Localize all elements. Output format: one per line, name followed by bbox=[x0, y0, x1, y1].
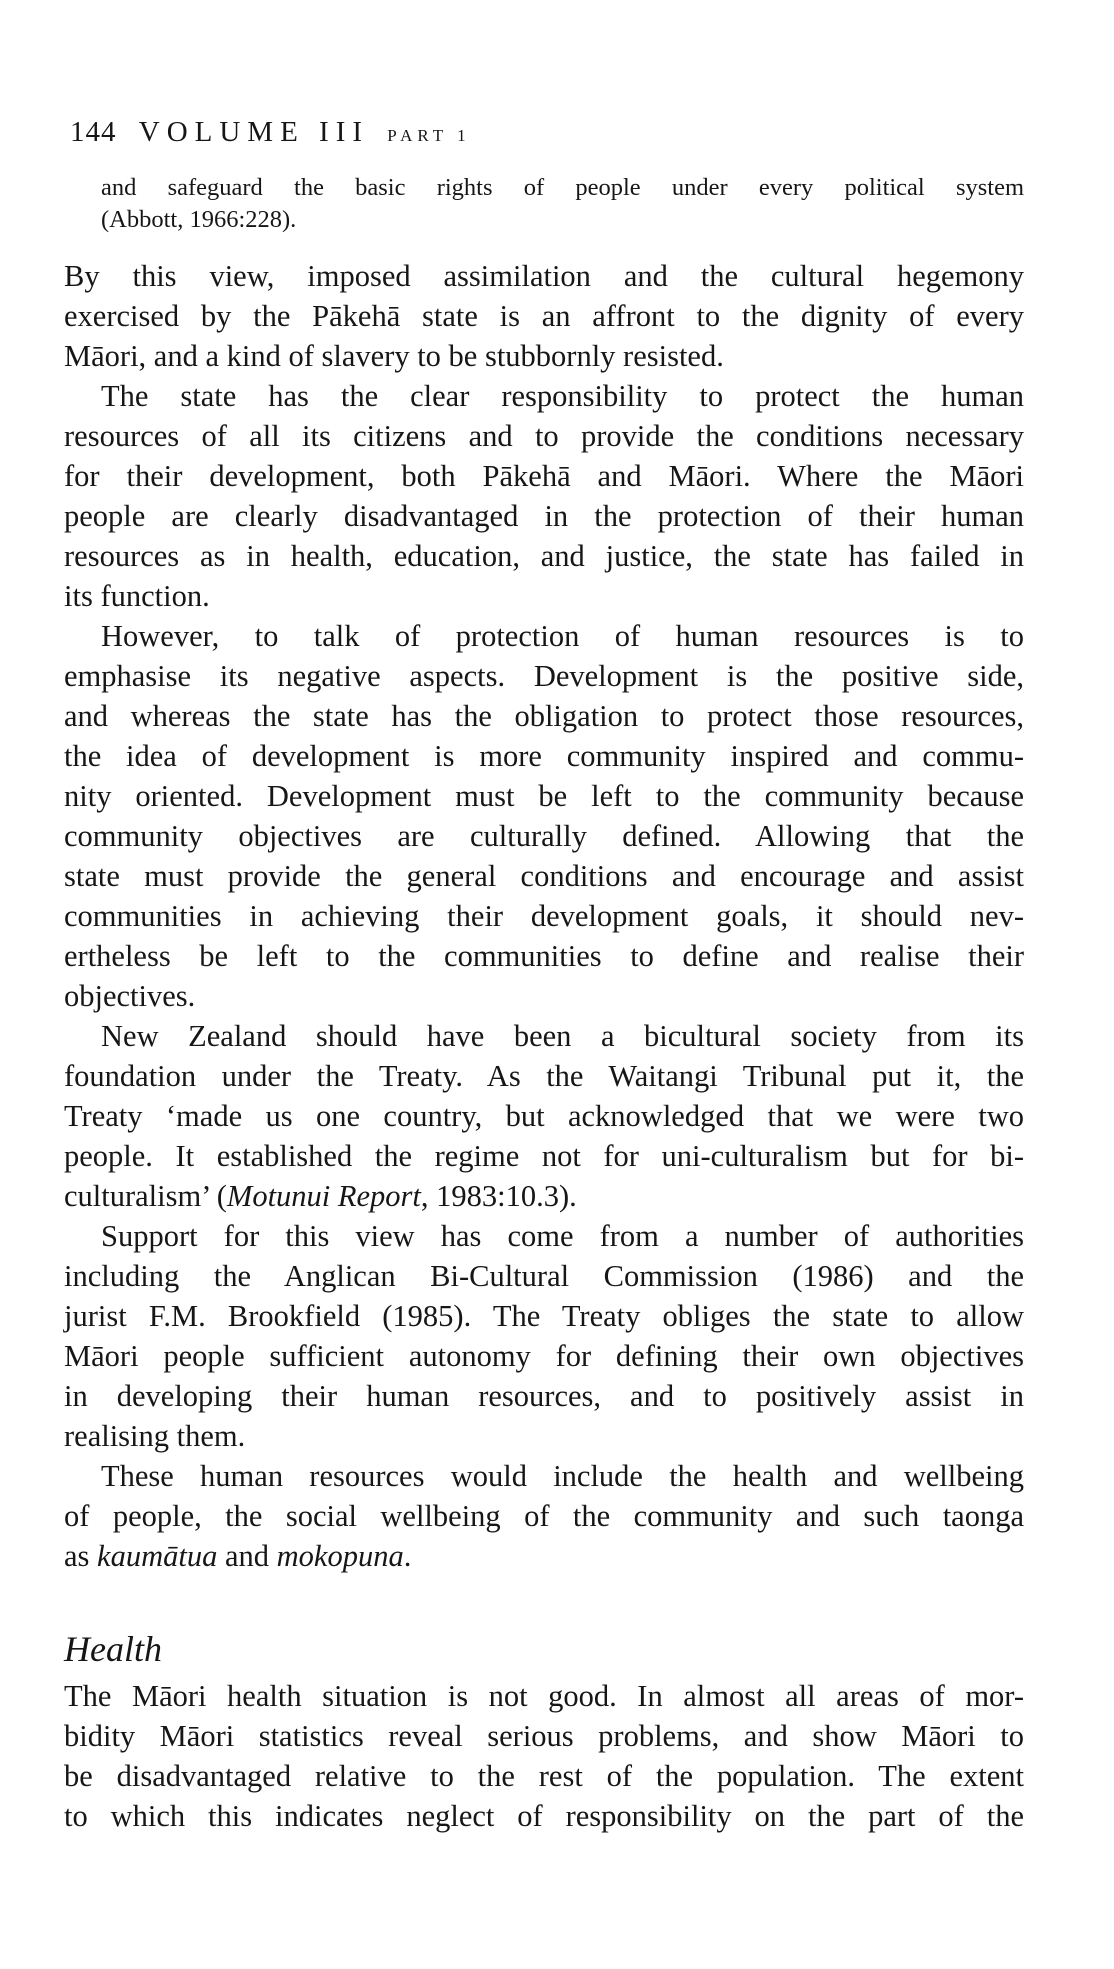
text-run: and bbox=[217, 1539, 277, 1573]
text-line: emphasise its negative aspects. Development is the positive side, bbox=[64, 659, 1024, 693]
part-label: PART 1 bbox=[387, 126, 471, 145]
text-line: realising them. bbox=[64, 1419, 246, 1453]
text-run: culturalism’ ( bbox=[64, 1179, 227, 1213]
text-line: foundation under the Treaty. As the Waitangi Tribunal put it, the bbox=[64, 1059, 1024, 1093]
text-run: as bbox=[64, 1539, 98, 1573]
quote-line: (Abbott, 1966:228). bbox=[101, 206, 297, 233]
text-line: the idea of development is more community inspired and commu- bbox=[64, 739, 1024, 773]
text-line: Treaty ‘made us one country, but acknowledged that we were two bbox=[64, 1099, 1024, 1133]
text-line bbox=[64, 1175, 1024, 1217]
text-run: , 1983:10.3). bbox=[420, 1179, 577, 1213]
text-line: jurist F.M. Brookfield (1985). The Treaty obliges the state to allow bbox=[64, 1299, 1024, 1333]
text-line: exercised by the Pākehā state is an affront to the dignity of every bbox=[64, 299, 1024, 333]
text-line: The state has the clear responsibility to protect the human bbox=[101, 379, 1024, 413]
text-line: community objectives are culturally defined. Allowing that the bbox=[64, 819, 1024, 853]
running-head bbox=[70, 116, 471, 149]
text-line: Support for this view has come from a number of authorities bbox=[101, 1219, 1024, 1253]
text-line: in developing their human resources, and to positively assist in bbox=[64, 1379, 1024, 1413]
text-line: Māori people sufficient autonomy for defining their own objectives bbox=[64, 1339, 1024, 1373]
text-line: nity oriented. Development must be left to the community because bbox=[64, 779, 1024, 813]
text-line: resources as in health, education, and justice, the state has failed in bbox=[64, 539, 1024, 573]
text-line: communities in achieving their development goals, it should nev- bbox=[64, 899, 1024, 933]
text-line: of people, the social wellbeing of the community and such taonga bbox=[64, 1499, 1024, 1533]
text-line: for their development, both Pākehā and Māori. Where the Māori bbox=[64, 459, 1024, 493]
section-heading: Health bbox=[64, 1629, 162, 1669]
maori-term: mokopuna bbox=[276, 1539, 404, 1573]
text-line: Māori, and a kind of slavery to be stubbornly resisted. bbox=[64, 339, 724, 373]
text-line: By this view, imposed assimilation and the cultural hegemony bbox=[64, 259, 1024, 293]
text-line: New Zealand should have been a bicultural society from its bbox=[101, 1019, 1024, 1053]
text-line: objectives. bbox=[64, 979, 196, 1013]
text-line: resources of all its citizens and to provide the conditions necessary bbox=[64, 419, 1024, 453]
text-line: people. It established the regime not for uni-culturalism but for bi- bbox=[64, 1139, 1024, 1173]
text-line: be disadvantaged relative to the rest of the population. The extent bbox=[64, 1759, 1024, 1793]
text-line: including the Anglican Bi-Cultural Commission (1986) and the bbox=[64, 1259, 1024, 1293]
text-line: ertheless be left to the communities to define and realise their bbox=[64, 939, 1024, 973]
text-line: to which this indicates neglect of responsibility on the part of the bbox=[64, 1799, 1024, 1833]
page-number: 144 bbox=[70, 116, 117, 148]
text-line: However, to talk of protection of human resources is to bbox=[101, 619, 1024, 653]
quote-line: and safeguard the basic rights of people under every political system bbox=[101, 174, 1024, 201]
report-title: Motunui Report bbox=[226, 1179, 421, 1213]
text-line: and whereas the state has the obligation to protect those resources, bbox=[64, 699, 1024, 733]
text-line: These human resources would include the health and wellbeing bbox=[101, 1459, 1024, 1493]
text-line: bidity Māori statistics reveal serious problems, and show Māori to bbox=[64, 1719, 1024, 1753]
volume-label: VOLUME III bbox=[138, 116, 370, 148]
text-line: its function. bbox=[64, 579, 210, 613]
maori-term: kaumātua bbox=[97, 1539, 218, 1573]
text-line: The Māori health situation is not good. In almost all areas of mor- bbox=[64, 1679, 1024, 1713]
text-run: . bbox=[403, 1539, 412, 1573]
text-line: people are clearly disadvantaged in the protection of their human bbox=[64, 499, 1024, 533]
text-line: state must provide the general conditions and encourage and assist bbox=[64, 859, 1024, 893]
text-line bbox=[64, 1535, 1024, 1577]
